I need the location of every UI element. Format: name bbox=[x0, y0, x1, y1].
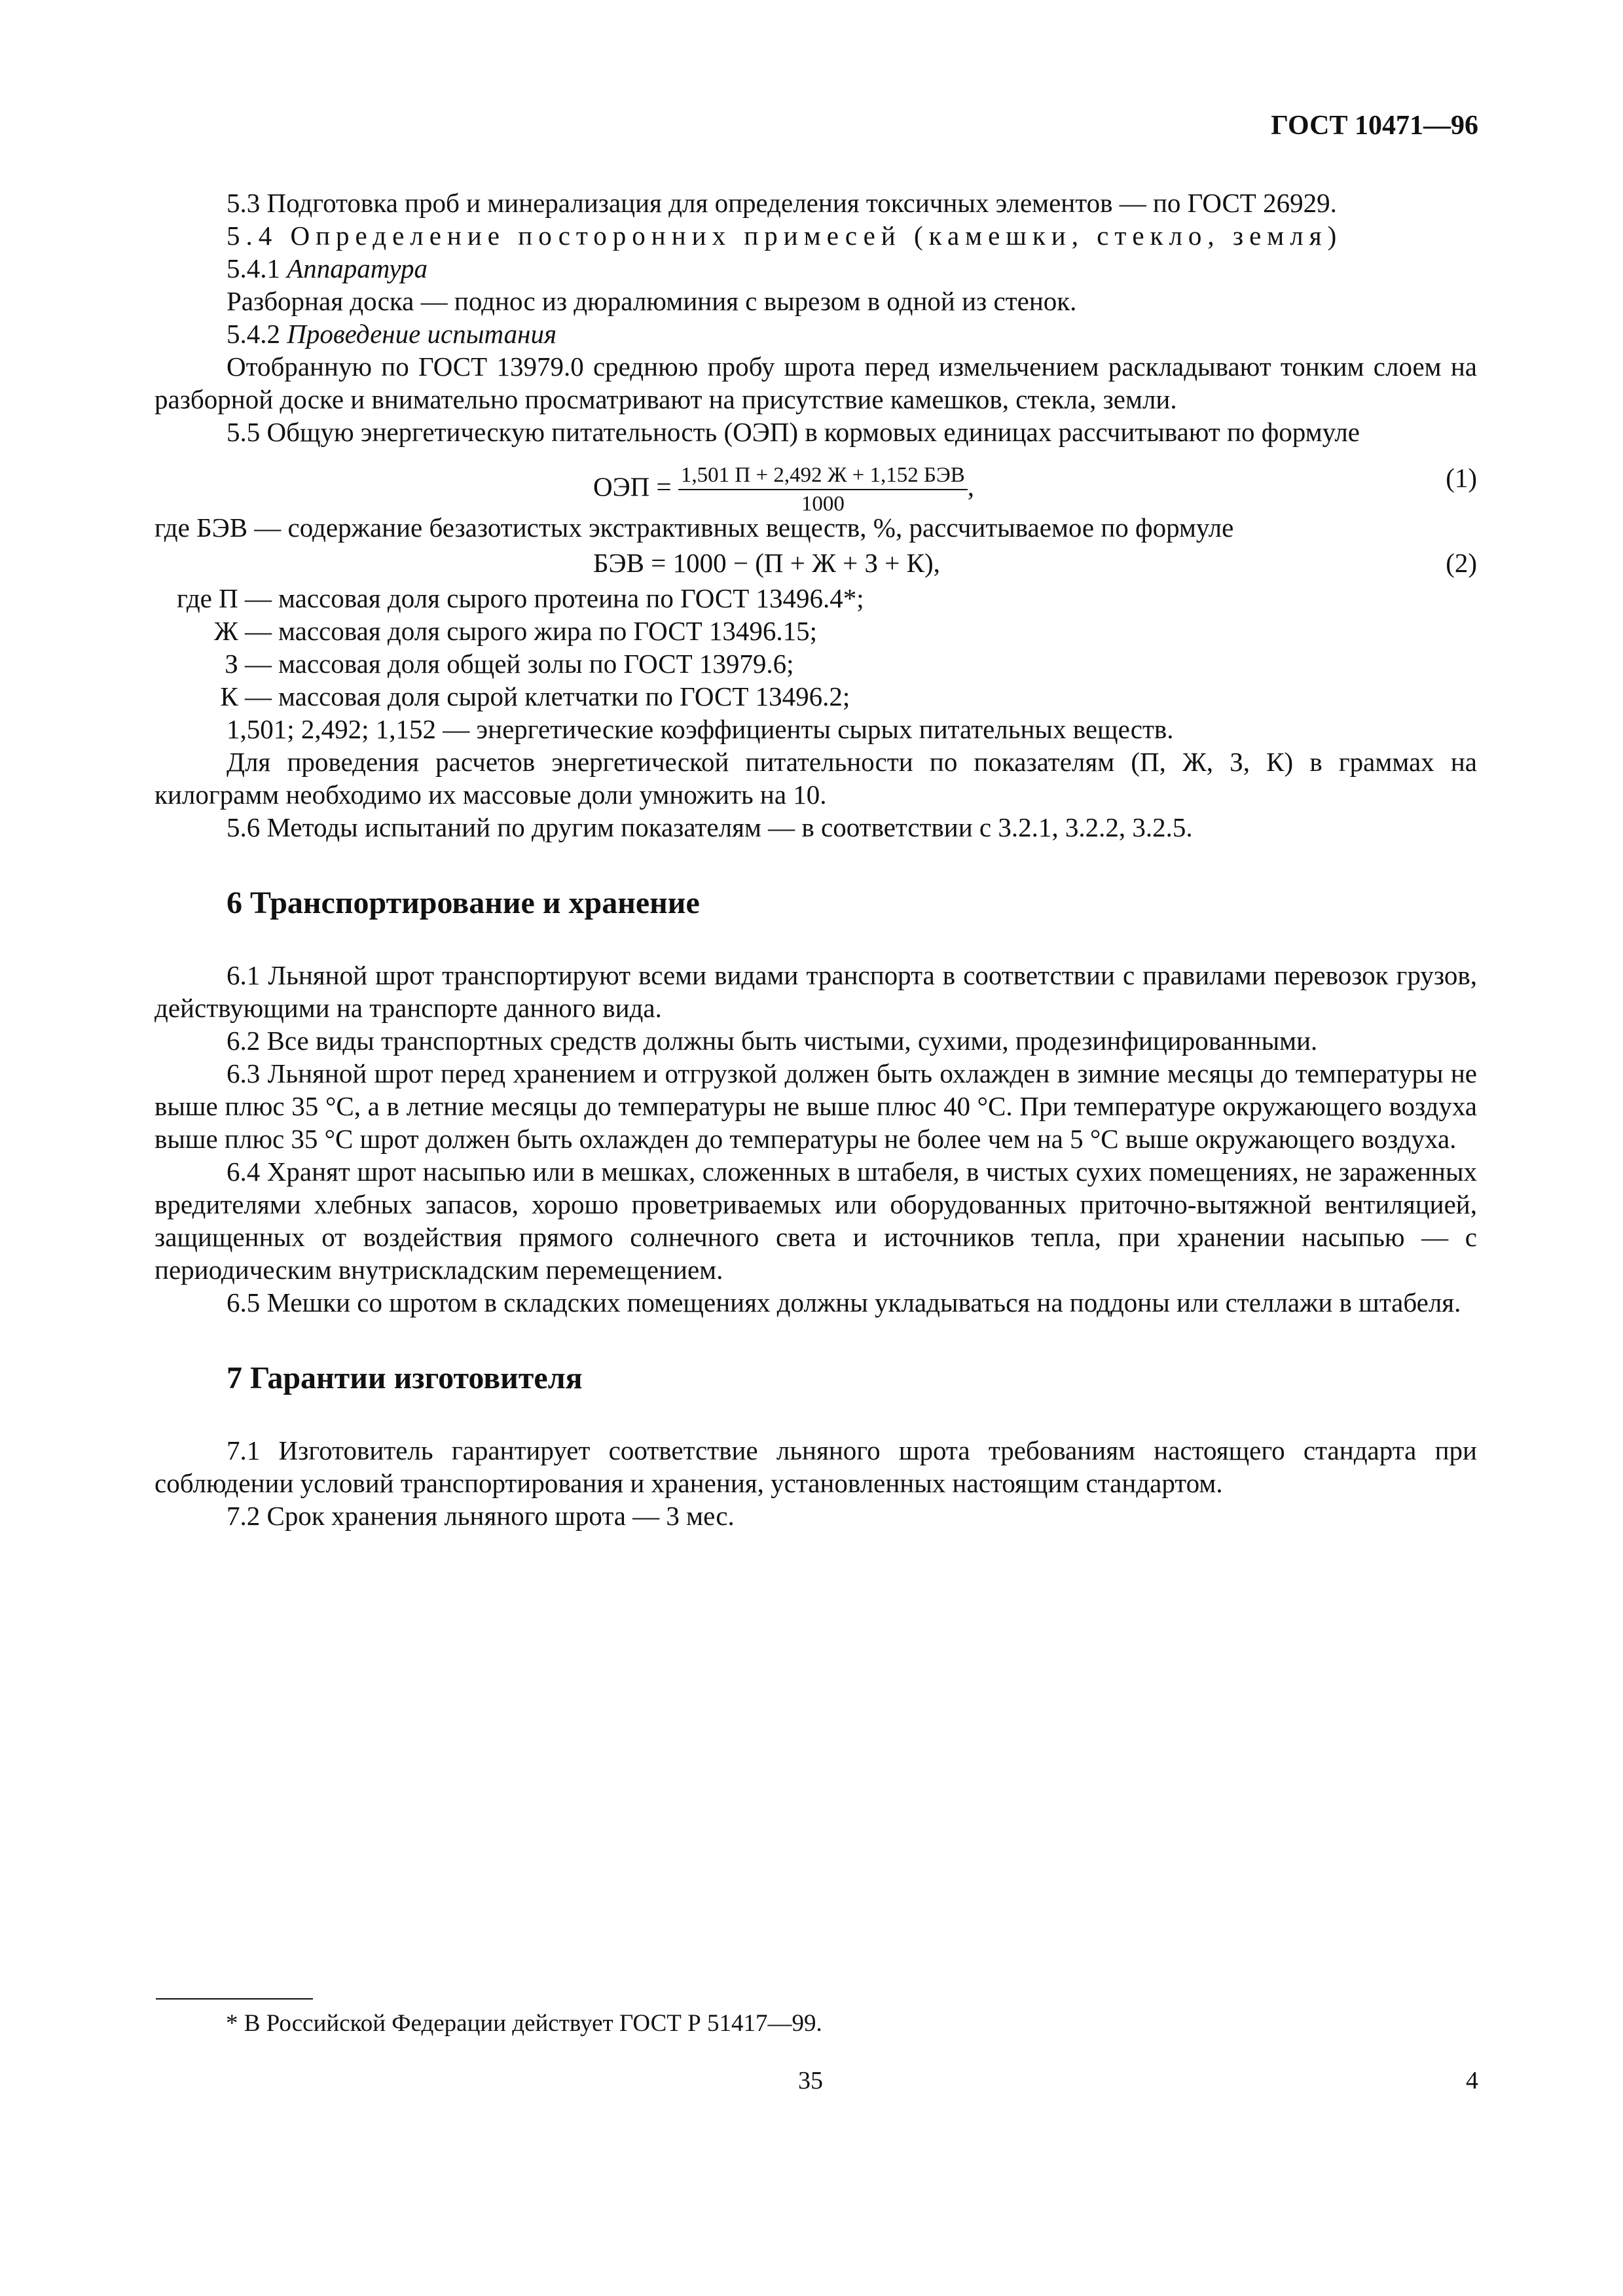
paragraph-where-bev: где БЭВ — содержание безазотистых экстрактивных веществ, %, рассчитываемое по формуле bbox=[155, 512, 1234, 543]
formula-1-lhs: ОЭП = bbox=[593, 471, 672, 502]
formula-1-numerator: 1,501 П + 2,492 Ж + 1,152 БЭВ bbox=[678, 463, 968, 490]
definition-symbol: Ж — bbox=[214, 616, 272, 646]
definition-text: массовая доля общей золы по ГОСТ 13979.6; bbox=[278, 649, 794, 679]
paragraph-5-4: 5.4 Определение посторонних примесей (камешки, стекло, земля) bbox=[227, 221, 1343, 251]
paragraph-5-4-2 bbox=[155, 317, 1477, 350]
document-body bbox=[155, 187, 1477, 1532]
definition-text: массовая доля сырой клетчатки по ГОСТ 13496.2; bbox=[278, 681, 850, 711]
formula-2 bbox=[155, 544, 1477, 582]
paragraph-6-1: 6.1 Льняной шрот транспортируют всеми видами транспорта в соответствии с правилами перевозок грузов, действующими на транспорте данного вида. bbox=[155, 960, 1477, 1023]
definition-item bbox=[155, 680, 1477, 713]
formula-2-number: (2) bbox=[1446, 548, 1477, 578]
paragraph-6-2: 6.2 Все виды транспортных средств должны быть чистыми, сухими, продезинфицированными. bbox=[227, 1026, 1318, 1056]
paragraph-5-5: 5.5 Общую энергетическую питательность (ОЭП) в кормовых единицах рассчитывают по формуле bbox=[227, 417, 1360, 447]
definition-symbol: где П — bbox=[177, 583, 272, 613]
definitions-list bbox=[155, 582, 1477, 713]
formula-1-tail: , bbox=[967, 471, 975, 502]
paragraph-6-5: 6.5 Мешки со шротом в складских помещениях должны укладываться на поддоны или стеллажи в штабеля. bbox=[227, 1287, 1461, 1318]
formula-1-number: (1) bbox=[1446, 463, 1477, 493]
definition-text: массовая доля сырого протеина по ГОСТ 13496.4*; bbox=[278, 583, 864, 613]
footnote: * В Российской Федерации действует ГОСТ Р 51417—99. bbox=[226, 2010, 822, 2037]
sheet-number: 4 bbox=[1466, 2067, 1478, 2094]
paragraph-apparatus: Разборная доска — поднос из дюралюминия с вырезом в одной из стенок. bbox=[227, 286, 1077, 316]
paragraph-6-3: 6.3 Льняной шрот перед хранением и отгрузкой должен быть охлажден в зимние месяцы до температуры не выше плюс 35 °С, а в летние месяцы до температуры не выше плюс 40 °С. При температуре окружающего воздуха выше плюс 35 °С шрот должен быть охлажден до температуры не более чем на 5 °С выше окружающего воздуха. bbox=[155, 1058, 1477, 1154]
paragraph-calculation: Для проведения расчетов энергетической питательности по показателям (П, Ж, З, К) в граммах на килограмм необходимо их массовые доли умножить на 10. bbox=[155, 747, 1477, 810]
page-number: 35 bbox=[798, 2067, 823, 2094]
standard-header: ГОСТ 10471—96 bbox=[1271, 111, 1478, 141]
definition-text: массовая доля сырого жира по ГОСТ 13496.15; bbox=[278, 616, 818, 646]
paragraph-5-6: 5.6 Методы испытаний по другим показателям — в соответствии с 3.2.1, 3.2.2, 3.2.5. bbox=[227, 812, 1193, 842]
formula-2-text: БЭВ = 1000 − (П + Ж + З + К), bbox=[593, 548, 940, 578]
definition-symbol: К — bbox=[220, 681, 272, 711]
paragraph-5-3: 5.3 Подготовка проб и минерализация для определения токсичных элементов — по ГОСТ 26929. bbox=[227, 188, 1337, 218]
definition-item bbox=[155, 647, 1477, 680]
paragraph-7-2: 7.2 Срок хранения льняного шрота — 3 мес. bbox=[227, 1501, 735, 1531]
paragraph-5-4-1 bbox=[155, 252, 1477, 285]
footnote-divider bbox=[156, 1998, 313, 2000]
paragraph-coefficients: 1,501; 2,492; 1,152 — энергетические коэффициенты сырых питательных веществ. bbox=[227, 714, 1174, 744]
clause-title: Проведение испытания bbox=[287, 319, 557, 349]
definition-symbol: З — bbox=[225, 649, 272, 679]
paragraph-6-4: 6.4 Хранят шрот насыпью или в мешках, сложенных в штабеля, в чистых сухих помещениях, не зараженных вредителями хлебных запасов, хорошо проветриваемых или оборудованных приточно-вытяжной вентиляцией, защищенных от воздействия прямого солнечного света и источников тепла, при хранении насыпью — с периодическим внутрискладским перемещением. bbox=[155, 1157, 1477, 1285]
formula-1 bbox=[155, 448, 1477, 516]
paragraph-7-1: 7.1 Изготовитель гарантирует соответствие льняного шрота требованиям настоящего стандарта при соблюдении условий транспортирования и хранения, установленных настоящим стандартом. bbox=[155, 1435, 1477, 1498]
section-6-heading: 6 Транспортирование и хранение bbox=[227, 886, 700, 920]
clause-title: Аппаратура bbox=[287, 253, 428, 283]
formula-1-fraction bbox=[678, 463, 968, 516]
section-7-heading: 7 Гарантии изготовителя bbox=[227, 1361, 583, 1395]
definition-item bbox=[155, 615, 1477, 647]
clause-number: 5.4.2 bbox=[227, 319, 280, 349]
formula-1-denominator: 1000 bbox=[801, 492, 845, 516]
definition-item bbox=[155, 582, 1477, 615]
paragraph-procedure: Отобранную по ГОСТ 13979.0 среднюю пробу шрота перед измельчением раскладывают тонким слоем на разборной доске и внимательно просматривают на присутствие камешков, стекла, земли. bbox=[155, 351, 1477, 414]
clause-number: 5.4.1 bbox=[227, 253, 280, 283]
